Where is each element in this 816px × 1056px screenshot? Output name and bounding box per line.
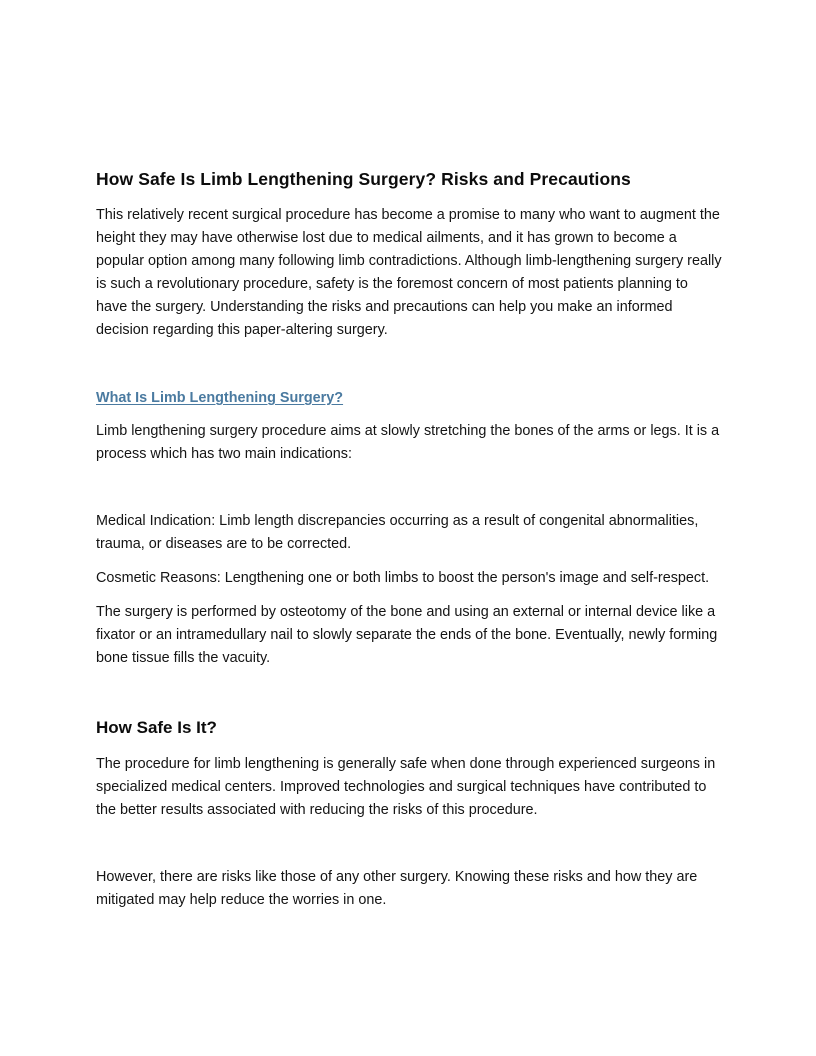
what-is-paragraph: Limb lengthening surgery procedure aims at slowly stretching the bones of the arms or legs. It is a process which has two main indications: — [96, 423, 720, 462]
how-safe-heading: How Safe Is It? — [96, 718, 217, 737]
risks-paragraph: However, there are risks like those of any other surgery. Knowing these risks and how they are mitigated may help reduce the worries in one. — [96, 869, 698, 908]
intro-paragraph: This relatively recent surgical procedure has become a promise to many who want to augment the height they may have otherwise lost due to medical ailments, and it has grown to become a popular option among many following limb contradictions. Although limb-lengthening surgery really is such a revolutionary procedure, safety is the foremost concern of most patients planning to have the surgery. Understanding the risks and precautions can help you make an informed decision regarding this paper-altering surgery. — [96, 207, 722, 338]
spacer — [96, 409, 722, 420]
spacer — [96, 466, 722, 510]
cosmetic-reasons-paragraph: Cosmetic Reasons: Lengthening one or both limbs to boost the person's image and self-respect. — [96, 570, 710, 586]
article-title: How Safe Is Limb Lengthening Surgery? Risks and Precautions — [96, 169, 631, 189]
spacer — [96, 342, 722, 387]
document-page — [96, 166, 722, 912]
spacer — [96, 590, 722, 601]
spacer — [96, 670, 722, 715]
procedure-paragraph: The surgery is performed by osteotomy of the bone and using an external or internal device like a fixator or an intramedullary nail to slowly separate the ends of the bone. Eventually, newly forming bone tissue fills the vacuity. — [96, 604, 718, 666]
what-is-heading-link[interactable]: What Is Limb Lengthening Surgery? — [96, 390, 344, 406]
how-safe-paragraph: The procedure for limb lengthening is generally safe when done through experienced surgeons in specialized medical centers. Improved technologies and surgical techniques have contributed to the better results associated with reducing the risks of this procedure. — [96, 756, 716, 818]
spacer — [96, 822, 722, 866]
spacer — [96, 192, 722, 204]
medical-indication-paragraph: Medical Indication: Limb length discrepancies occurring as a result of congenital abnormalities, trauma, or diseases are to be corrected. — [96, 513, 699, 552]
spacer — [96, 556, 722, 567]
spacer — [96, 741, 722, 753]
